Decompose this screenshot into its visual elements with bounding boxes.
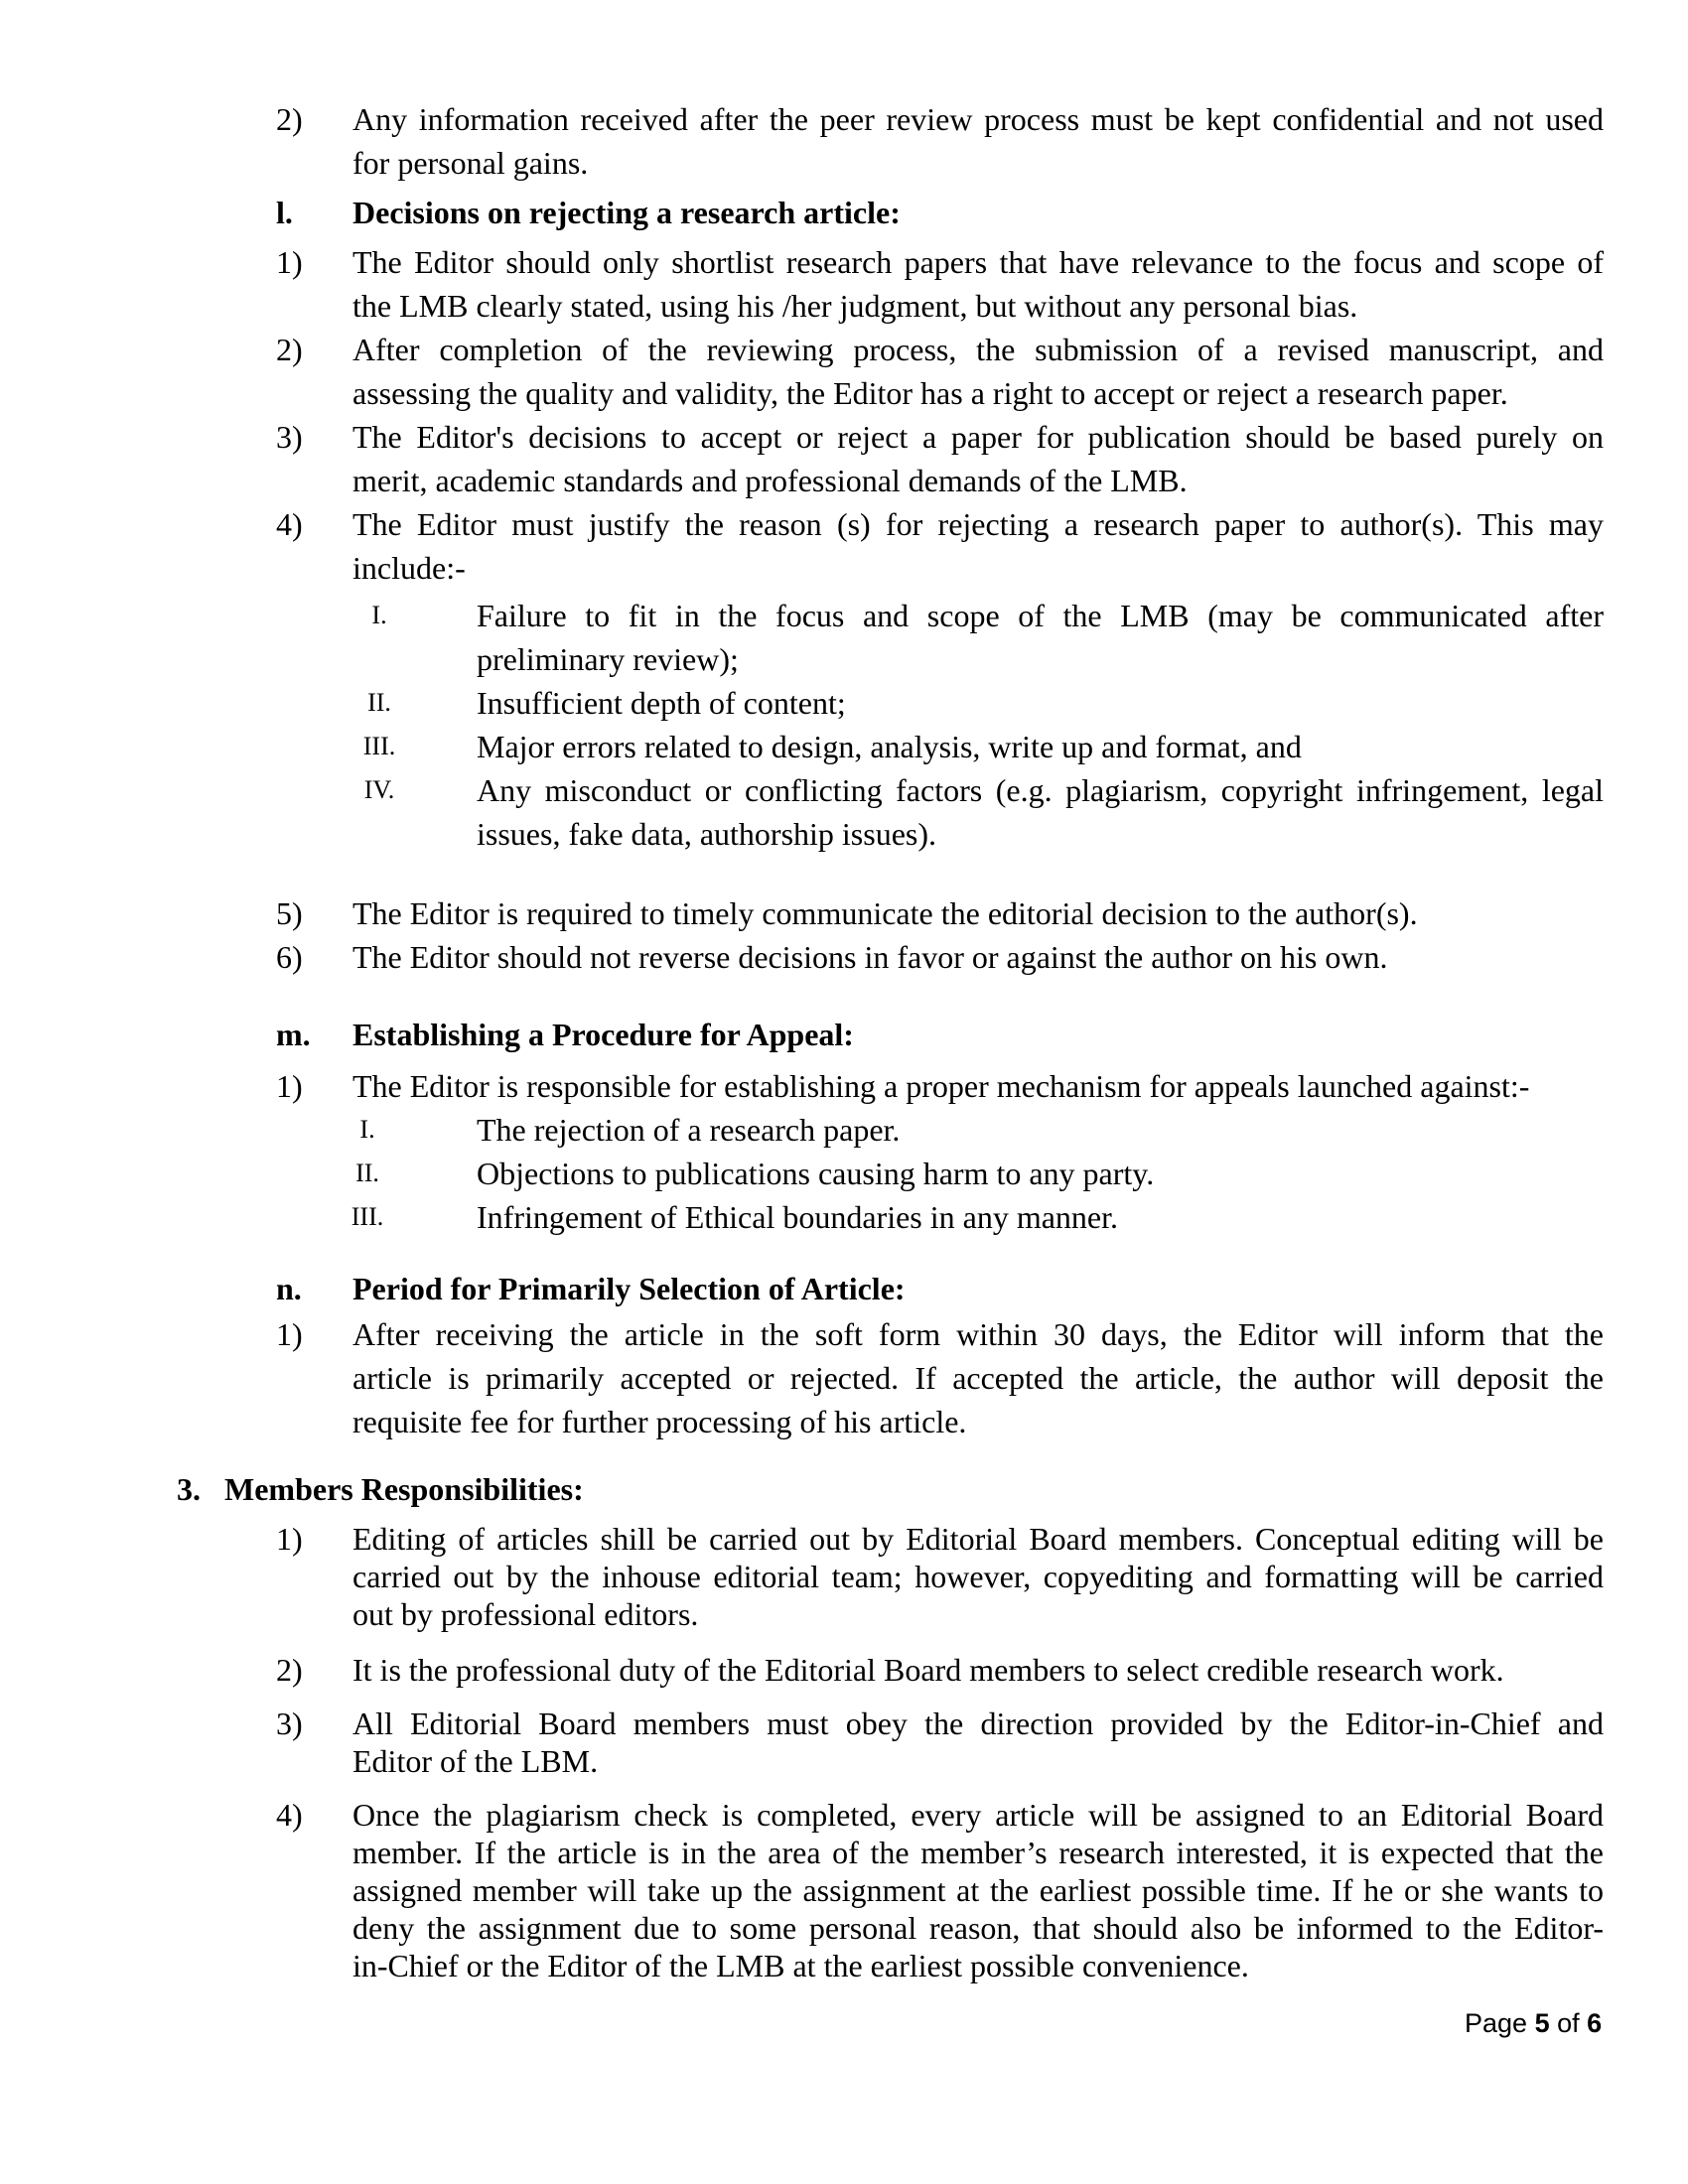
sublist-item-text-line: The rejection of a research paper. xyxy=(477,1112,901,1148)
roman-numeral: I. xyxy=(371,601,387,629)
sublist-item-text-line: issues, fake data, authorship issues). xyxy=(477,816,937,852)
list-item-text-line: out by professional editors. xyxy=(352,1596,699,1632)
list-item-text-line: for personal gains. xyxy=(352,145,589,181)
roman-numeral: III. xyxy=(351,1202,384,1231)
sublist-item-text-line: preliminary review); xyxy=(477,641,739,677)
list-item-text-line: Any information received after the peer review process must be kept confidential and not used xyxy=(352,101,1604,137)
sublist-item-text-line: Any misconduct or conflicting factors (e.g. plagiarism, copyright infringement, legal xyxy=(477,772,1604,808)
list-item-text-line: After receiving the article in the soft form within 30 days, the Editor will inform that the xyxy=(352,1316,1604,1352)
list-item-text-line: Once the plagiarism check is completed, every article will be assigned to an Editorial Board xyxy=(352,1797,1604,1833)
list-item-text-line: All Editorial Board members must obey the direction provided by the Editor-in-Chief and xyxy=(352,1706,1604,1741)
list-item-text-line: Editor of the LBM. xyxy=(352,1743,599,1779)
list-item-text-line: It is the professional duty of the Editorial Board members to select credible research work. xyxy=(352,1652,1504,1688)
list-item-text-line: The Editor should only shortlist research papers that have relevance to the focus and scope of xyxy=(352,244,1604,280)
list-item-text-line: assessing the quality and validity, the Editor has a right to accept or reject a research paper. xyxy=(352,375,1508,411)
list-item-text-line: article is primarily accepted or rejected. If accepted the article, the author will deposit the xyxy=(352,1360,1604,1396)
list-item-text-line: assigned member will take up the assignment at the earliest possible time. If he or she wants to xyxy=(352,1872,1604,1908)
list-item-text-line: The Editor's decisions to accept or reject a paper for publication should be based purely on xyxy=(352,419,1604,455)
page-number: Page 5 of 6 xyxy=(1465,2008,1603,2038)
list-item-text-line: in-Chief or the Editor of the LMB at the earliest possible convenience. xyxy=(352,1948,1249,1983)
roman-numeral: III. xyxy=(362,732,396,760)
list-item-text-line: include:- xyxy=(352,550,466,586)
sublist-item-text-line: Failure to fit in the focus and scope of the LMB (may be communicated after xyxy=(477,598,1604,633)
sublist-item-text-line: Infringement of Ethical boundaries in any manner. xyxy=(477,1199,1119,1235)
list-item-text-line: the LMB clearly stated, using his /her judgment, but without any personal bias. xyxy=(352,288,1358,324)
roman-numeral: I. xyxy=(359,1115,375,1144)
roman-numeral: II. xyxy=(367,688,391,717)
list-item-text-line: After completion of the reviewing process, the submission of a revised manuscript, and xyxy=(352,332,1604,367)
list-item-text-line: carried out by the inhouse editorial team; however, copyediting and formatting will be carried xyxy=(352,1559,1604,1594)
sublist-item-text-line: Major errors related to design, analysis, write up and format, and xyxy=(477,729,1302,764)
list-item-text-line: Editing of articles shill be carried out by Editorial Board members. Conceptual editing will be xyxy=(352,1521,1604,1557)
sublist-item-text-line: Insufficient depth of content; xyxy=(477,685,846,721)
list-item-text-line: merit, academic standards and professional demands of the LMB. xyxy=(352,463,1188,498)
list-item-text-line: member. If the article is in the area of the member’s research interested, it is expected that the xyxy=(352,1835,1604,1870)
roman-numeral: IV. xyxy=(363,775,395,804)
section-3-heading: 3. Members Responsibilities: xyxy=(177,1471,584,1507)
list-item-text-line: requisite fee for further processing of his article. xyxy=(352,1404,967,1439)
sublist-item-text-line: Objections to publications causing harm to any party. xyxy=(477,1156,1155,1191)
list-item-text-line: The Editor must justify the reason (s) for rejecting a research paper to author(s). This may xyxy=(352,506,1604,542)
list-item-text-line: deny the assignment due to some personal reason, that should also be informed to the Editor- xyxy=(352,1910,1604,1946)
document-page: 2) Any information received after the peer review process must be kept confidential and not used for personal gains. l. Decisions on rejecting a research article: 1) The Editor should only shortlist research papers that have relevance to the focus and scope of the LMB clearly stated, using his /her judgment, but without any personal bias. 2) After completion of the reviewing process, the submission of a revised manuscript, and assessing the quality and validity, the Editor has a right to accept or reject a research paper. 3) The Editor's decisions to accept or reject a paper for publication should be based purely on merit, academic standards and professional demands of the LMB. 4) The Editor must justify the reason (s) for rejecting a research paper to author(s). This may include:- I. Failure to fit in the focus and scope of the LMB (may be communicated after preliminary review); II. Insufficient depth of content; III. Major errors related to design, analysis, write up and format, and IV. Any misconduct or conflicting factors (e.g. plagiarism, copyright infringement, legal issues, fake data, authorship issues). 5) The Editor is required to timely communicate the editorial decision to the author(s). 6) The Editor should not reverse decisions in favor or against the author on his own. m. Establishing a Procedure for Appeal: 1) The Editor is responsible for establishing a proper mechanism for appeals launched against:- I. The rejection of a research paper. II. Objections to publications causing harm to any party. III. Infringement of Ethical boundaries in any manner. n. Period for Primarily Selection of Article: 1) After receiving the article in the soft form within 30 days, the Editor will inform that the article is primarily accepted or rejected. If accepted the article, the author will deposit the requisite fee for further processing of his article. 3. Members Responsibilities: 1) Editing of articles shill be carried out by Editorial Board members. Conceptual editing will be carried out by the inhouse editorial team; however, copyediting and formatting will be carried out by professional editors. 2) It is the professional duty of the Editorial Board members to select credible research work. 3) All Editorial Board members must obey the direction provided by the Editor-in-Chief and Editor of the LBM. 4) Once the plagiarism check is completed, every article will be assigned to an Editorial Board member. If the article is in the area of the member’s research interested, it is expected that the assigned member will take up the assignment at the earliest possible time. If he or she wants to deny the assignment due to some personal reason, that should also be informed to the Editor- in-Chief or the Editor of the LMB at the earliest possible convenience. Page 5 of 6 xyxy=(0,0,1688,2184)
roman-numeral: II. xyxy=(355,1159,379,1187)
